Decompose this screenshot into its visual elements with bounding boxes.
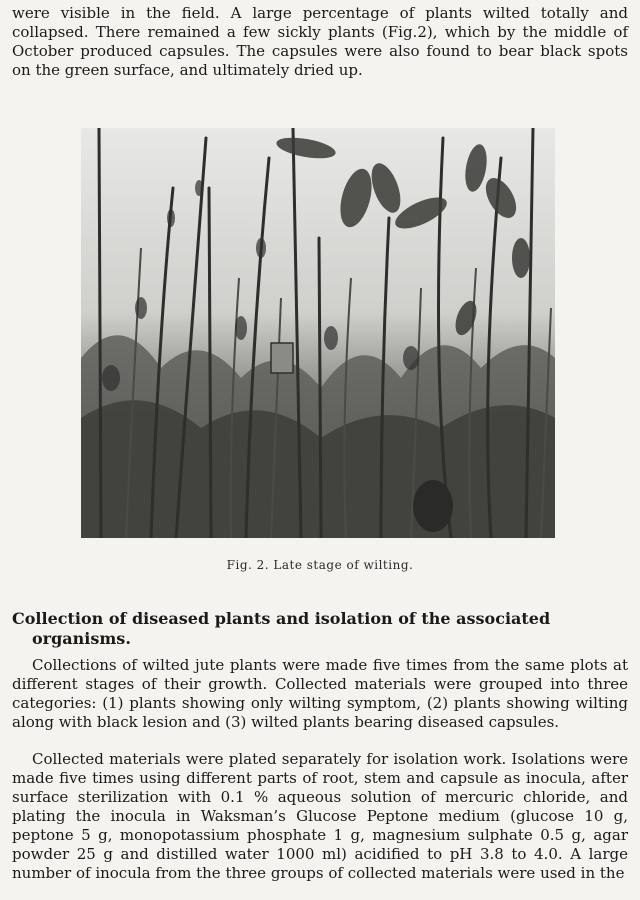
body-paragraph-1: Collections of wilted jute plants were made five times from the same plots at different stages of their growth. Collected materials were grouped into three categories: (1) plants showing only wilting symptom, (2) plants showing wilting along with black lesion and (3) wilted plants bearing diseased capsules.	[12, 656, 628, 731]
section-heading: Collection of diseased plants and isolation of the associated organisms.	[12, 609, 551, 648]
intro-paragraph: were visible in the field. A large percentage of plants wilted totally and collapsed. There remained a few sickly plants (Fig.2), which by the middle of October produced capsules. The capsules were also found to bear black spots on the green surface, and ultimately dried up.	[12, 4, 628, 79]
photo-illustration	[81, 128, 555, 538]
figure-caption: Fig. 2. Late stage of wilting.	[226, 558, 414, 572]
wilting-plants-photo	[81, 128, 555, 538]
body-paragraph-2: Collected materials were plated separately for isolation work. Isolations were made five times using different parts of root, stem and capsule as inocula, after surface sterilization with 0.1 % aqueous solution of mercuric chloride, and plating the inocula in Waksman’s Glucose Peptone medium (glucose 10 g, peptone 5 g, monopotassium phosphate 1 g, magnesium sulphate 0.5 g, agar powder 25 g and distilled water 1000 ml) acidified to pH 3.8 to 4.0. A large number of inocula from the three groups of collected materials were used in the	[12, 750, 628, 882]
